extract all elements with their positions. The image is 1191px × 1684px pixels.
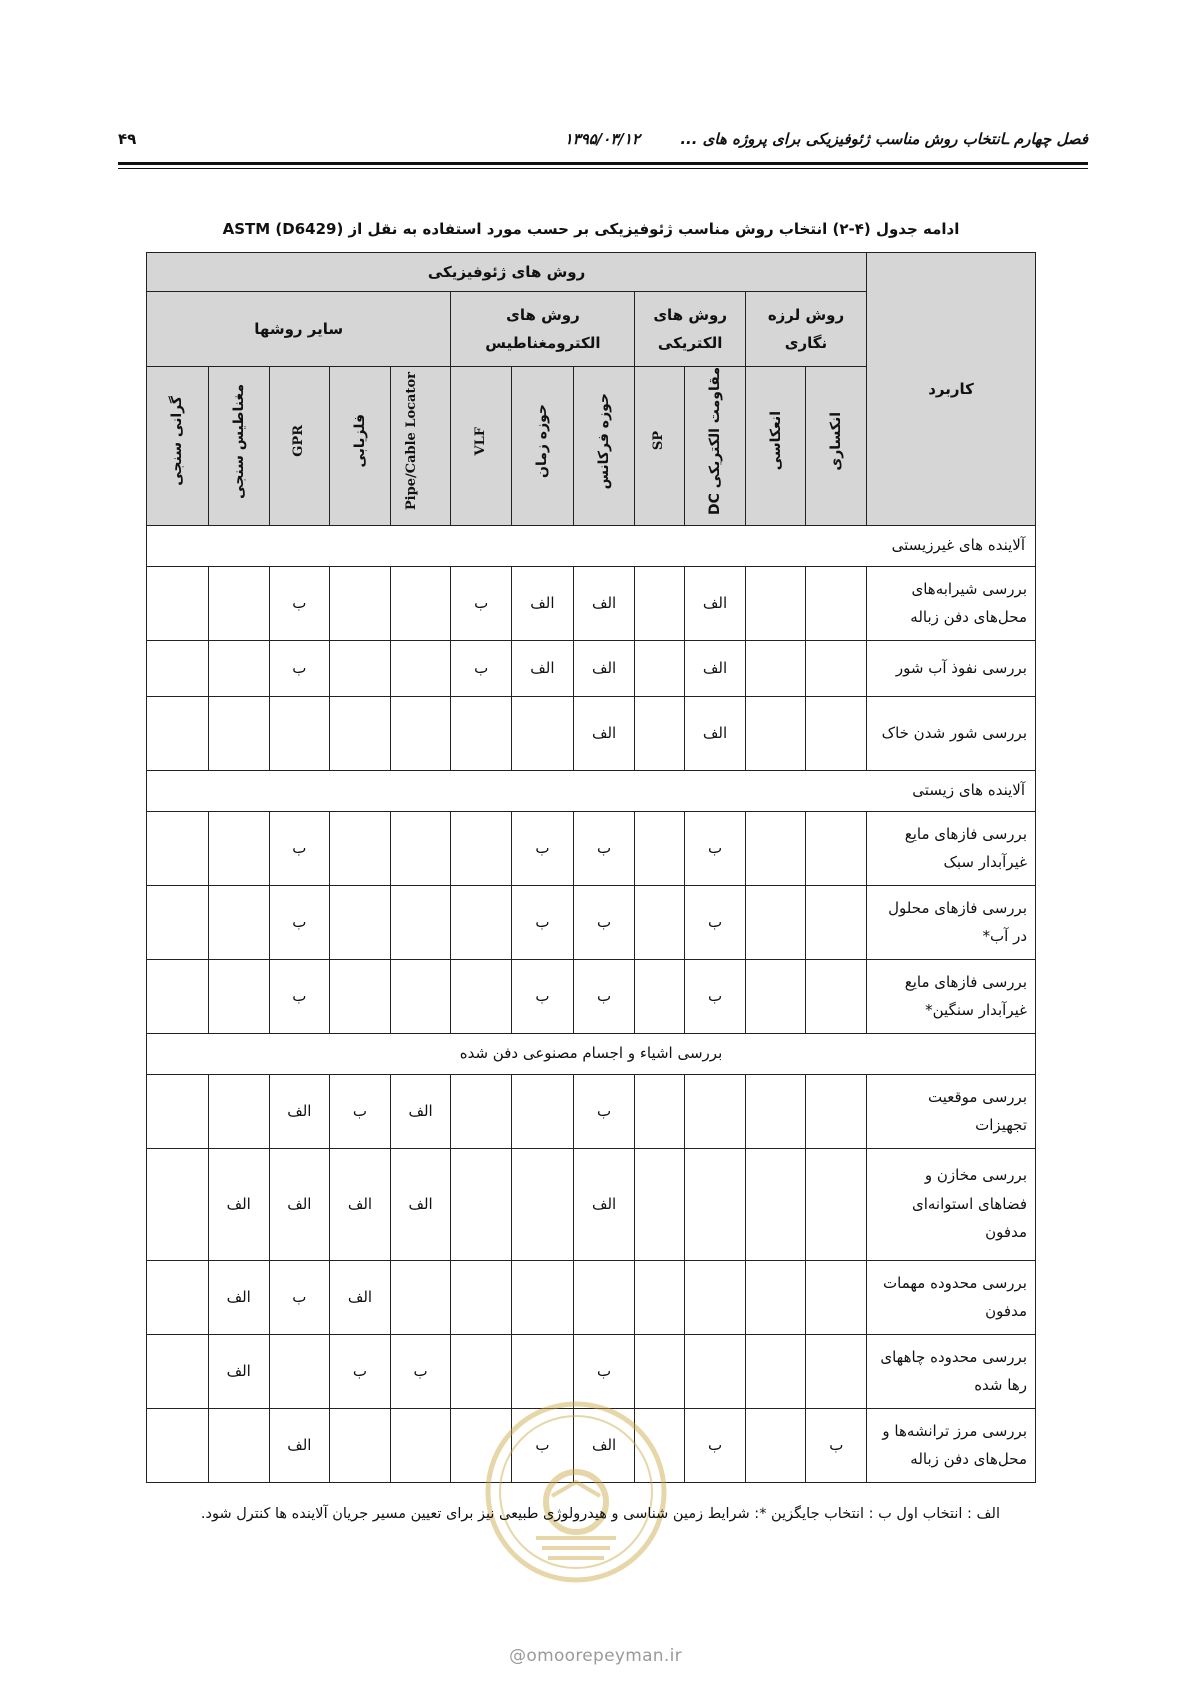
cell bbox=[635, 1148, 685, 1260]
group-electromagnetic: روش های الکترومغناطیس bbox=[451, 292, 635, 367]
row-label: بررسی محدوده مهمات مدفون bbox=[867, 1260, 1036, 1334]
col-magnetometry: مغناطیس سنجی bbox=[208, 367, 269, 526]
cell bbox=[806, 959, 867, 1033]
cell: ب bbox=[451, 640, 512, 696]
cell: ب bbox=[512, 1408, 574, 1482]
cell: ب bbox=[685, 885, 746, 959]
cell bbox=[512, 1074, 574, 1148]
cell: الف bbox=[208, 1260, 269, 1334]
cell bbox=[745, 1074, 806, 1148]
cell bbox=[330, 696, 391, 770]
cell bbox=[451, 959, 512, 1033]
cell: ب bbox=[573, 959, 635, 1033]
table-row bbox=[147, 566, 1036, 640]
table-row bbox=[147, 1074, 1036, 1148]
cell bbox=[147, 696, 209, 770]
col-refraction: انکساری bbox=[806, 367, 867, 526]
cell bbox=[451, 1334, 512, 1408]
cell bbox=[635, 1260, 685, 1334]
cell bbox=[745, 959, 806, 1033]
cell bbox=[806, 1260, 867, 1334]
cell bbox=[745, 1260, 806, 1334]
cell bbox=[685, 1074, 746, 1148]
cell bbox=[208, 640, 269, 696]
cell bbox=[512, 1148, 574, 1260]
cell bbox=[806, 640, 867, 696]
cell bbox=[806, 1148, 867, 1260]
cell bbox=[512, 1334, 574, 1408]
cell: ب bbox=[685, 1408, 746, 1482]
cell bbox=[390, 640, 451, 696]
cell bbox=[390, 811, 451, 885]
col-gpr: GPR bbox=[269, 367, 330, 526]
cell bbox=[635, 959, 685, 1033]
cell bbox=[208, 696, 269, 770]
cell bbox=[745, 885, 806, 959]
cell bbox=[147, 1260, 209, 1334]
cell: ب bbox=[269, 640, 330, 696]
cell bbox=[806, 811, 867, 885]
cell bbox=[806, 1074, 867, 1148]
row-label: بررسی فازهای محلول در آب* bbox=[867, 885, 1036, 959]
geophysics-method-table bbox=[146, 252, 1036, 1483]
cell bbox=[390, 1408, 451, 1482]
watermark-seal-icon bbox=[482, 1398, 670, 1586]
cell: الف bbox=[685, 696, 746, 770]
cell: ب bbox=[269, 1260, 330, 1334]
cell bbox=[635, 696, 685, 770]
cell bbox=[208, 959, 269, 1033]
cell bbox=[330, 566, 391, 640]
cell bbox=[451, 1074, 512, 1148]
table-row bbox=[147, 959, 1036, 1033]
cell: الف bbox=[269, 1148, 330, 1260]
cell: ب bbox=[390, 1334, 451, 1408]
cell bbox=[745, 696, 806, 770]
cell bbox=[635, 566, 685, 640]
cell bbox=[208, 566, 269, 640]
cell: ب bbox=[573, 1074, 635, 1148]
col-pipe-cable-locator: Pipe/Cable Locator bbox=[390, 367, 451, 526]
col-frequency-domain: حوزه فرکانس bbox=[573, 367, 635, 526]
col-metal-detection: فلزیابی bbox=[330, 367, 391, 526]
row-label: بررسی مرز ترانشه‌ها و محل‌های دفن زباله bbox=[867, 1408, 1036, 1482]
section-buried-objects: بررسی اشیاء و اجسام مصنوعی دفن شده bbox=[147, 1033, 1036, 1074]
cell bbox=[147, 1334, 209, 1408]
cell: ب bbox=[269, 885, 330, 959]
cell bbox=[269, 696, 330, 770]
table-caption: ادامه جدول (۴-۲) انتخاب روش مناسب ژئوفیزیکی بر حسب مورد استفاده به نقل از ASTM (D6429) bbox=[222, 220, 960, 238]
cell bbox=[330, 811, 391, 885]
cell bbox=[147, 1408, 209, 1482]
cell bbox=[685, 1148, 746, 1260]
row-label: بررسی فازهای مایع غیرآبدار سبک bbox=[867, 811, 1036, 885]
application-column-header: کاربرد bbox=[867, 253, 1036, 526]
table-legend: الف : انتخاب اول ب : انتخاب جایگزین *: شرایط زمین شناسی و هیدرولوژی طبیعی نیز برای تعیین مسیر جریان آلاینده ها کنترل شود. bbox=[200, 1506, 1000, 1522]
cell bbox=[635, 885, 685, 959]
col-dc-resistivity: مقاومت الکتریکی DC bbox=[685, 367, 746, 526]
cell bbox=[208, 1074, 269, 1148]
row-label: بررسی شور شدن خاک bbox=[867, 696, 1036, 770]
cell bbox=[390, 566, 451, 640]
cell: الف bbox=[573, 640, 635, 696]
cell: ب bbox=[806, 1408, 867, 1482]
cell bbox=[269, 1334, 330, 1408]
cell bbox=[745, 640, 806, 696]
cell: الف bbox=[390, 1074, 451, 1148]
cell bbox=[330, 1408, 391, 1482]
cell: الف bbox=[269, 1408, 330, 1482]
section-inorganic-pollutants: آلاینده های غیرزیستی bbox=[147, 525, 1036, 566]
cell: الف bbox=[573, 696, 635, 770]
cell: ب bbox=[269, 811, 330, 885]
cell bbox=[451, 1260, 512, 1334]
cell: الف bbox=[269, 1074, 330, 1148]
table-row bbox=[147, 1148, 1036, 1260]
cell bbox=[330, 885, 391, 959]
cell bbox=[745, 1408, 806, 1482]
cell bbox=[635, 1074, 685, 1148]
cell bbox=[512, 696, 574, 770]
cell bbox=[330, 640, 391, 696]
cell bbox=[147, 1148, 209, 1260]
cell: الف bbox=[573, 1408, 635, 1482]
col-gravimetry: گرانی سنجی bbox=[147, 367, 209, 526]
cell bbox=[147, 959, 209, 1033]
cell: ب bbox=[269, 959, 330, 1033]
methods-header: روش های ژئوفیزیکی bbox=[147, 253, 867, 292]
cell bbox=[330, 959, 391, 1033]
cell: ب bbox=[512, 885, 574, 959]
cell: ب bbox=[573, 885, 635, 959]
cell bbox=[147, 811, 209, 885]
cell: الف bbox=[208, 1334, 269, 1408]
cell bbox=[390, 959, 451, 1033]
cell bbox=[635, 1334, 685, 1408]
cell: ب bbox=[512, 811, 574, 885]
cell bbox=[208, 885, 269, 959]
cell bbox=[685, 1334, 746, 1408]
row-label: بررسی شیرابه‌های محل‌های دفن زباله bbox=[867, 566, 1036, 640]
row-label: بررسی فازهای مایع غیرآبدار سنگین* bbox=[867, 959, 1036, 1033]
cell bbox=[451, 696, 512, 770]
col-vlf: VLF bbox=[451, 367, 512, 526]
cell: ب bbox=[451, 566, 512, 640]
cell bbox=[147, 640, 209, 696]
cell: الف bbox=[573, 566, 635, 640]
cell: الف bbox=[330, 1260, 391, 1334]
cell bbox=[573, 1260, 635, 1334]
cell bbox=[635, 811, 685, 885]
cell bbox=[451, 885, 512, 959]
cell bbox=[635, 640, 685, 696]
cell bbox=[806, 885, 867, 959]
cell: ب bbox=[269, 566, 330, 640]
cell bbox=[208, 811, 269, 885]
chapter-title: فصل چهارم ـانتخاب روش مناسب ژئوفیزیکی برای پروژه های ... bbox=[680, 130, 1088, 148]
cell bbox=[685, 1260, 746, 1334]
cell: الف bbox=[573, 1148, 635, 1260]
cell bbox=[806, 1334, 867, 1408]
row-label: بررسی محدوده چاههای رها شده bbox=[867, 1334, 1036, 1408]
table-row bbox=[147, 640, 1036, 696]
header-rule-thin bbox=[118, 168, 1088, 169]
table-row bbox=[147, 696, 1036, 770]
table-row bbox=[147, 885, 1036, 959]
cell bbox=[390, 885, 451, 959]
cell bbox=[390, 696, 451, 770]
cell bbox=[745, 566, 806, 640]
group-seismic: روش لرزه نگاری bbox=[745, 292, 866, 367]
group-electrical: روش های الکتریکی bbox=[635, 292, 745, 367]
cell: ب bbox=[512, 959, 574, 1033]
header-date: ۱۳۹۵/۰۳/۱۲ bbox=[564, 130, 640, 148]
cell bbox=[147, 1074, 209, 1148]
cell bbox=[512, 1260, 574, 1334]
cell bbox=[147, 885, 209, 959]
cell: ب bbox=[573, 811, 635, 885]
row-label: بررسی نفوذ آب شور bbox=[867, 640, 1036, 696]
cell: ب bbox=[573, 1334, 635, 1408]
cell bbox=[208, 1408, 269, 1482]
cell bbox=[451, 811, 512, 885]
cell bbox=[147, 566, 209, 640]
cell: الف bbox=[208, 1148, 269, 1260]
cell bbox=[806, 696, 867, 770]
cell bbox=[390, 1260, 451, 1334]
cell bbox=[806, 566, 867, 640]
page-number: ۴۹ bbox=[118, 130, 137, 148]
table-row bbox=[147, 1260, 1036, 1334]
col-time-domain: حوزه زمان bbox=[512, 367, 574, 526]
cell: ب bbox=[330, 1074, 391, 1148]
table-row bbox=[147, 811, 1036, 885]
page-header bbox=[118, 126, 1088, 158]
group-other-methods: سایر روشها bbox=[147, 292, 451, 367]
cell: الف bbox=[512, 640, 574, 696]
cell bbox=[745, 811, 806, 885]
table-row bbox=[147, 1334, 1036, 1408]
cell bbox=[745, 1148, 806, 1260]
watermark-site: @omoorepeyman.ir bbox=[509, 1646, 682, 1666]
cell bbox=[745, 1334, 806, 1408]
row-label: بررسی مخازن و فضاهای استوانه‌ای مدفون bbox=[867, 1148, 1036, 1260]
cell: الف bbox=[512, 566, 574, 640]
col-reflection: انعکاسی bbox=[745, 367, 806, 526]
cell: ب bbox=[685, 811, 746, 885]
section-organic-pollutants: آلاینده های زیستی bbox=[147, 770, 1036, 811]
cell: ب bbox=[330, 1334, 391, 1408]
cell: ب bbox=[685, 959, 746, 1033]
col-sp: SP bbox=[635, 367, 685, 526]
cell bbox=[451, 1148, 512, 1260]
cell: الف bbox=[390, 1148, 451, 1260]
header-rule-thick bbox=[118, 162, 1088, 165]
cell: الف bbox=[685, 640, 746, 696]
cell: الف bbox=[685, 566, 746, 640]
cell: الف bbox=[330, 1148, 391, 1260]
row-label: بررسی موقعیت تجهیزات bbox=[867, 1074, 1036, 1148]
